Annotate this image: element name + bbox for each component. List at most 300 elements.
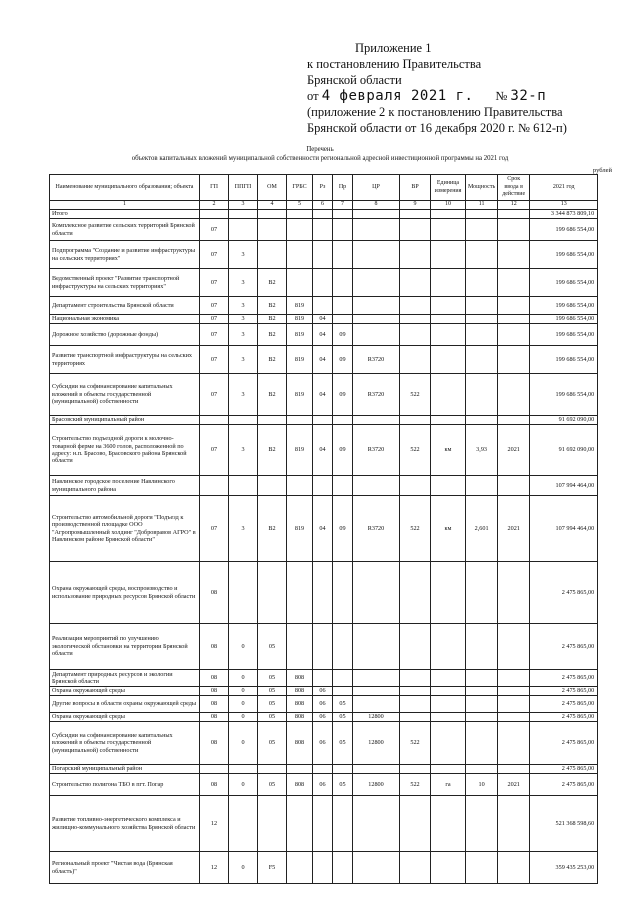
cell-sum: 199 686 554,00 — [530, 219, 598, 241]
cell-sum: 521 368 598,60 — [530, 796, 598, 852]
cell-unit: км — [431, 425, 466, 476]
cell-unit — [431, 297, 466, 315]
cell-vr — [400, 297, 431, 315]
handwritten-date: 4 февраля 2021 г. — [321, 88, 474, 104]
row-name-cell: Дорожное хозяйство (дорожные фонды) — [50, 324, 200, 346]
cell-sum: 2 475 865,00 — [530, 765, 598, 774]
cell-unit — [431, 624, 466, 670]
cell-vr — [400, 315, 431, 324]
cell-term — [498, 269, 530, 297]
cell-rz — [313, 210, 333, 219]
cell-vr — [400, 416, 431, 425]
cell-pr: 05 — [333, 713, 353, 722]
cell-grbs — [287, 796, 313, 852]
cell-cr — [353, 210, 400, 219]
cell-pr: 09 — [333, 425, 353, 476]
table-row — [50, 315, 598, 324]
table-row — [50, 476, 598, 496]
cell-rz — [313, 670, 333, 687]
cell-vr — [400, 241, 431, 269]
cell-unit — [431, 315, 466, 324]
cell-gp: 12 — [200, 852, 229, 884]
row-name-cell: Навлинское городское поселение Навлинского муниципального района — [50, 476, 200, 496]
cell-om — [258, 476, 287, 496]
row-name-cell: Региональный проект "Чистая вода (Брянская область)" — [50, 852, 200, 884]
cell-cap — [466, 269, 498, 297]
document-header — [307, 40, 567, 136]
units-label: рублей — [592, 167, 612, 174]
cell-om: В2 — [258, 324, 287, 346]
cell-rz: 04 — [313, 496, 333, 562]
cell-cr — [353, 476, 400, 496]
cell-sum: 199 686 554,00 — [530, 374, 598, 416]
table-header-row — [50, 175, 598, 201]
cell-unit — [431, 852, 466, 884]
appendix-label: Приложение 1 — [355, 41, 432, 55]
cell-ppgp — [229, 210, 258, 219]
cell-om: В2 — [258, 269, 287, 297]
cell-pr — [333, 269, 353, 297]
cell-cap — [466, 416, 498, 425]
cell-unit — [431, 219, 466, 241]
title-line-1: Перечень — [306, 146, 334, 153]
row-name-cell: Департамент природных ресурсов и экологии Брянской области — [50, 670, 200, 687]
cell-ppgp: 0 — [229, 713, 258, 722]
col-header-om: ОМ — [258, 175, 287, 201]
cell-cr — [353, 416, 400, 425]
cell-rz — [313, 297, 333, 315]
cell-sum: 199 686 554,00 — [530, 241, 598, 269]
cell-cr: R3720 — [353, 346, 400, 374]
table-row — [50, 425, 598, 476]
header-line-3: Брянской области — [307, 73, 402, 87]
cell-pr: 05 — [333, 774, 353, 796]
cell-grbs — [287, 476, 313, 496]
cell-pr — [333, 562, 353, 624]
cell-cap: 10 — [466, 774, 498, 796]
cell-gp: 12 — [200, 796, 229, 852]
cell-cr: R3720 — [353, 374, 400, 416]
cell-vr — [400, 324, 431, 346]
cell-ppgp: 0 — [229, 774, 258, 796]
cell-unit — [431, 713, 466, 722]
title-line-2: объектов капитальных вложений муниципальной собственности региональной адресной инвестиционной программы на 2021 год — [131, 155, 509, 162]
cell-ppgp — [229, 765, 258, 774]
table-row — [50, 624, 598, 670]
col-header-ppgp: ППГП — [229, 175, 258, 201]
cell-ppgp: 3 — [229, 496, 258, 562]
table-row — [50, 416, 598, 425]
col-num: 7 — [333, 201, 353, 210]
cell-pr — [333, 416, 353, 425]
cell-rz: 06 — [313, 713, 333, 722]
cell-cr — [353, 269, 400, 297]
cell-cap — [466, 374, 498, 416]
cell-ppgp: 0 — [229, 624, 258, 670]
cell-unit — [431, 210, 466, 219]
table-row — [50, 324, 598, 346]
cell-pr: 05 — [333, 722, 353, 765]
cell-rz — [313, 852, 333, 884]
col-num: 10 — [431, 201, 466, 210]
cell-rz: 06 — [313, 774, 333, 796]
cell-gp: 07 — [200, 324, 229, 346]
table-row — [50, 670, 598, 687]
cell-pr — [333, 210, 353, 219]
cell-om: 05 — [258, 696, 287, 713]
row-name-cell: Охрана окружающей среды, воспроизводство и использование природных ресурсов Брянской области — [50, 562, 200, 624]
col-num: 2 — [200, 201, 229, 210]
cell-pr — [333, 624, 353, 670]
cell-cap — [466, 476, 498, 496]
cell-om: 05 — [258, 713, 287, 722]
cell-unit — [431, 562, 466, 624]
col-num: 8 — [353, 201, 400, 210]
cell-gp: 07 — [200, 374, 229, 416]
cell-cap — [466, 696, 498, 713]
cell-cr — [353, 324, 400, 346]
cell-unit: км — [431, 496, 466, 562]
row-name-cell: Субсидии на софинансирование капитальных вложений в объекты государственной (муниципальной) собственности — [50, 374, 200, 416]
cell-cr — [353, 315, 400, 324]
cell-grbs: 808 — [287, 696, 313, 713]
cell-term — [498, 562, 530, 624]
table-row — [50, 852, 598, 884]
cell-sum: 2 475 865,00 — [530, 562, 598, 624]
cell-grbs: 808 — [287, 774, 313, 796]
cell-ppgp: 0 — [229, 696, 258, 713]
cell-gp — [200, 210, 229, 219]
cell-rz — [313, 624, 333, 670]
cell-grbs: 819 — [287, 346, 313, 374]
cell-gp: 07 — [200, 315, 229, 324]
cell-om — [258, 241, 287, 269]
cell-gp: 08 — [200, 774, 229, 796]
cell-vr — [400, 210, 431, 219]
cell-om — [258, 562, 287, 624]
header-line-5: (приложение 2 к постановлению Правительства — [307, 105, 563, 119]
table-row — [50, 562, 598, 624]
cell-gp: 07 — [200, 269, 229, 297]
cell-gp — [200, 476, 229, 496]
cell-pr: 05 — [333, 696, 353, 713]
cell-pr: 09 — [333, 324, 353, 346]
cell-gp: 08 — [200, 624, 229, 670]
cell-rz: 04 — [313, 425, 333, 476]
cell-term — [498, 210, 530, 219]
cell-cap — [466, 297, 498, 315]
cell-unit — [431, 476, 466, 496]
cell-vr — [400, 562, 431, 624]
cell-ppgp: 0 — [229, 687, 258, 696]
cell-vr — [400, 346, 431, 374]
cell-grbs: 819 — [287, 324, 313, 346]
cell-term — [498, 324, 530, 346]
col-num: 4 — [258, 201, 287, 210]
cell-om: 05 — [258, 624, 287, 670]
row-name-cell: Субсидии на софинансирование капитальных вложений в объекты государственной (муниципальной) собственности — [50, 722, 200, 765]
cell-sum: 107 994 464,00 — [530, 476, 598, 496]
col-header-grbs: ГРБС — [287, 175, 313, 201]
cell-cap — [466, 796, 498, 852]
row-name-cell: Охрана окружающей среды — [50, 687, 200, 696]
handwritten-number: 32-п — [510, 88, 547, 104]
cell-ppgp — [229, 796, 258, 852]
cell-ppgp — [229, 416, 258, 425]
cell-grbs: 808 — [287, 670, 313, 687]
cell-unit — [431, 796, 466, 852]
cell-grbs — [287, 562, 313, 624]
col-num: 6 — [313, 201, 333, 210]
header-line-6: Брянской области от 16 декабря 2020 г. № 612-п) — [307, 121, 567, 135]
row-name-cell: Другие вопросы в области охраны окружающей среды — [50, 696, 200, 713]
cell-rz: 06 — [313, 687, 333, 696]
cell-pr — [333, 852, 353, 884]
col-num: 3 — [229, 201, 258, 210]
col-num: 12 — [498, 201, 530, 210]
cell-unit — [431, 696, 466, 713]
cell-om: 05 — [258, 670, 287, 687]
cell-cr — [353, 241, 400, 269]
cell-vr — [400, 476, 431, 496]
cell-cap — [466, 562, 498, 624]
cell-rz — [313, 219, 333, 241]
cell-cap — [466, 765, 498, 774]
cell-term — [498, 852, 530, 884]
cell-sum: 107 994 464,00 — [530, 496, 598, 562]
cell-rz — [313, 796, 333, 852]
cell-grbs: 808 — [287, 722, 313, 765]
cell-cr — [353, 696, 400, 713]
cell-sum: 199 686 554,00 — [530, 269, 598, 297]
cell-gp: 07 — [200, 297, 229, 315]
cell-cr — [353, 796, 400, 852]
cell-term — [498, 696, 530, 713]
cell-ppgp: 3 — [229, 425, 258, 476]
cell-sum: 2 475 865,00 — [530, 696, 598, 713]
cell-cr — [353, 562, 400, 624]
cell-vr: 522 — [400, 374, 431, 416]
cell-unit — [431, 374, 466, 416]
cell-vr — [400, 269, 431, 297]
cell-term — [498, 241, 530, 269]
cell-gp — [200, 416, 229, 425]
cell-grbs — [287, 269, 313, 297]
cell-ppgp: 3 — [229, 374, 258, 416]
cell-om: В2 — [258, 315, 287, 324]
cell-gp: 07 — [200, 219, 229, 241]
cell-grbs — [287, 219, 313, 241]
cell-gp: 07 — [200, 496, 229, 562]
cell-pr — [333, 315, 353, 324]
cell-sum: 3 344 873 809,10 — [530, 210, 598, 219]
col-num: 9 — [400, 201, 431, 210]
cell-rz — [313, 765, 333, 774]
cell-sum: 2 475 865,00 — [530, 670, 598, 687]
cell-om: 05 — [258, 774, 287, 796]
cell-pr — [333, 670, 353, 687]
cell-gp: 08 — [200, 713, 229, 722]
cell-cr: 12800 — [353, 774, 400, 796]
row-name-cell: Строительство подъездной дороги к молочно-товарной ферме на 3600 голов, расположенной по адресу: н.п. Брасово, Брасовского района Брянской области — [50, 425, 200, 476]
cell-sum: 91 692 090,00 — [530, 416, 598, 425]
cell-cr — [353, 670, 400, 687]
cell-vr: 522 — [400, 496, 431, 562]
cell-ppgp: 0 — [229, 670, 258, 687]
col-header-cr: ЦР — [353, 175, 400, 201]
table-row — [50, 796, 598, 852]
cell-gp: 07 — [200, 241, 229, 269]
cell-pr — [333, 241, 353, 269]
cell-sum: 199 686 554,00 — [530, 315, 598, 324]
cell-unit — [431, 765, 466, 774]
cell-cap: 2,601 — [466, 496, 498, 562]
cell-term: 2021 — [498, 774, 530, 796]
col-num: 13 — [530, 201, 598, 210]
cell-cap — [466, 687, 498, 696]
row-name-cell: Строительство полигона ТБО в пгт. Погар — [50, 774, 200, 796]
cell-rz — [313, 476, 333, 496]
cell-unit — [431, 722, 466, 765]
cell-sum: 199 686 554,00 — [530, 297, 598, 315]
cell-ppgp: 3 — [229, 324, 258, 346]
row-name-cell: Реализация мероприятий по улучшению экологической обстановки на территории Брянской области — [50, 624, 200, 670]
row-name-cell: Развитие транспортной инфраструктуры на сельских территориях — [50, 346, 200, 374]
cell-rz: 06 — [313, 696, 333, 713]
cell-rz — [313, 416, 333, 425]
cell-vr — [400, 765, 431, 774]
cell-pr — [333, 687, 353, 696]
cell-vr — [400, 687, 431, 696]
cell-ppgp — [229, 562, 258, 624]
cell-om: В2 — [258, 374, 287, 416]
cell-vr — [400, 796, 431, 852]
date-prefix: от — [307, 89, 319, 103]
cell-grbs — [287, 210, 313, 219]
table-row — [50, 219, 598, 241]
cell-cr: 12800 — [353, 713, 400, 722]
cell-sum: 2 475 865,00 — [530, 713, 598, 722]
cell-pr — [333, 476, 353, 496]
cell-om: F5 — [258, 852, 287, 884]
cell-grbs: 819 — [287, 315, 313, 324]
cell-grbs: 819 — [287, 374, 313, 416]
cell-unit — [431, 670, 466, 687]
cell-sum: 2 475 865,00 — [530, 687, 598, 696]
cell-cr: R3720 — [353, 496, 400, 562]
cell-grbs: 819 — [287, 425, 313, 476]
cell-ppgp: 3 — [229, 269, 258, 297]
table-row — [50, 210, 598, 219]
cell-cr — [353, 765, 400, 774]
row-name-cell: Погарский муниципальный район — [50, 765, 200, 774]
col-header-capacity: Мощность — [466, 175, 498, 201]
cell-pr: 09 — [333, 346, 353, 374]
cell-ppgp — [229, 219, 258, 241]
table-row — [50, 774, 598, 796]
cell-gp: 08 — [200, 562, 229, 624]
col-num: 11 — [466, 201, 498, 210]
cell-cr — [353, 297, 400, 315]
row-name-cell: Охрана окружающей среды — [50, 713, 200, 722]
row-name-cell: Развитие топливно-энергетического комплекса и жилищно-коммунального хозяйства Брянской области — [50, 796, 200, 852]
cell-term: 2021 — [498, 425, 530, 476]
cell-term — [498, 713, 530, 722]
cell-om — [258, 796, 287, 852]
cell-pr — [333, 219, 353, 241]
cell-rz — [313, 241, 333, 269]
cell-cr: R3720 — [353, 425, 400, 476]
col-num: 5 — [287, 201, 313, 210]
cell-cap: 3,93 — [466, 425, 498, 476]
cell-grbs — [287, 624, 313, 670]
header-line-2: к постановлению Правительства — [307, 57, 482, 71]
table-row — [50, 269, 598, 297]
cell-grbs: 819 — [287, 496, 313, 562]
col-header-unit: Единица измерения — [431, 175, 466, 201]
cell-vr — [400, 219, 431, 241]
cell-ppgp: 3 — [229, 297, 258, 315]
col-header-gp: ГП — [200, 175, 229, 201]
cell-pr: 09 — [333, 374, 353, 416]
cell-cap — [466, 324, 498, 346]
row-name-cell: Брасовский муниципальный район — [50, 416, 200, 425]
cell-unit: га — [431, 774, 466, 796]
cell-rz: 06 — [313, 722, 333, 765]
cell-term — [498, 722, 530, 765]
cell-grbs — [287, 852, 313, 884]
table-row — [50, 713, 598, 722]
cell-vr — [400, 852, 431, 884]
cell-term — [498, 687, 530, 696]
cell-pr: 09 — [333, 496, 353, 562]
cell-rz: 04 — [313, 374, 333, 416]
cell-unit — [431, 346, 466, 374]
cell-unit — [431, 269, 466, 297]
cell-sum: 91 692 090,00 — [530, 425, 598, 476]
cell-cap — [466, 670, 498, 687]
cell-term — [498, 315, 530, 324]
cell-ppgp: 0 — [229, 722, 258, 765]
table-row — [50, 687, 598, 696]
cell-om — [258, 765, 287, 774]
cell-cap — [466, 219, 498, 241]
col-header-sum: 2021 год — [530, 175, 598, 201]
cell-vr — [400, 670, 431, 687]
cell-vr — [400, 624, 431, 670]
cell-grbs: 808 — [287, 713, 313, 722]
cell-gp: 08 — [200, 687, 229, 696]
row-name-cell: Итого — [50, 210, 200, 219]
table-row — [50, 722, 598, 765]
cell-om: В2 — [258, 346, 287, 374]
cell-grbs — [287, 241, 313, 269]
cell-unit — [431, 241, 466, 269]
cell-grbs: 819 — [287, 297, 313, 315]
cell-unit — [431, 324, 466, 346]
table-row — [50, 241, 598, 269]
cell-om: В2 — [258, 425, 287, 476]
cell-pr — [333, 297, 353, 315]
cell-cap — [466, 713, 498, 722]
cell-om — [258, 416, 287, 425]
cell-om — [258, 210, 287, 219]
cell-om: В2 — [258, 496, 287, 562]
row-name-cell: Ведомственный проект "Развитие транспортной инфраструктуры на сельских территориях" — [50, 269, 200, 297]
cell-vr: 522 — [400, 722, 431, 765]
cell-om: 05 — [258, 687, 287, 696]
cell-om: 05 — [258, 722, 287, 765]
